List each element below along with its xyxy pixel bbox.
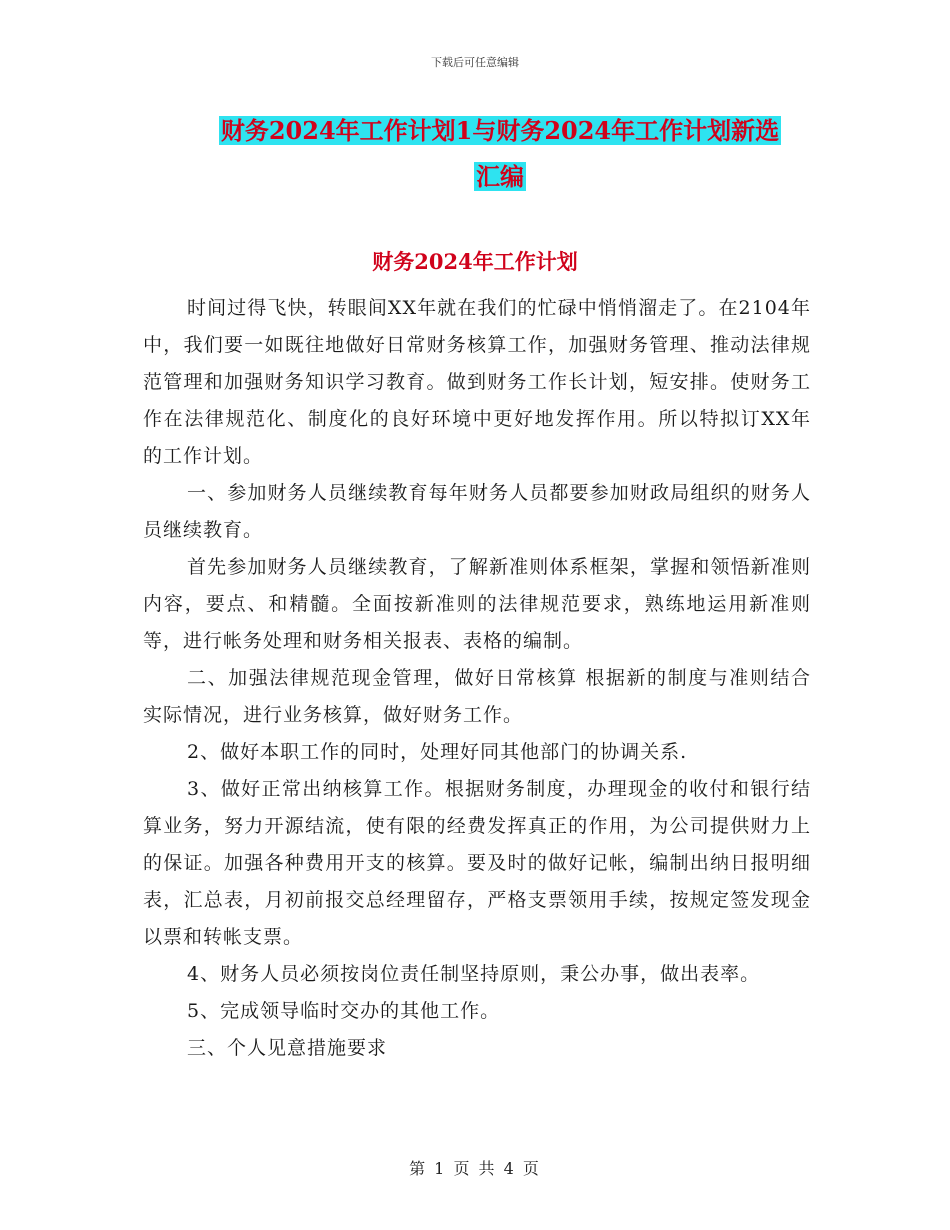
paragraph: 5、完成领导临时交办的其他工作。 <box>187 1000 501 1022</box>
paragraph: 一、参加财务人员继续教育每年财务人员都要参加财政局组织的财务人员继续教育。 <box>143 482 811 541</box>
document-title <box>150 108 850 200</box>
document-title-line-1: 财务2024年工作计划1与财务2024年工作计划新选 <box>220 116 780 145</box>
section-title: 财务2024年工作计划 <box>372 249 578 274</box>
header-note: 下载后可任意编辑 <box>431 56 519 69</box>
document-title-line-2: 汇编 <box>476 162 524 191</box>
paragraph: 4、财务人员必须按岗位责任制坚持原则，秉公办事，做出表率。 <box>187 963 761 985</box>
paragraph: 三、个人见意措施要求 <box>187 1037 388 1059</box>
paragraph: 二、加强法律规范现金管理，做好日常核算 根据新的制度与准则结合实际情况，进行业务核算，做好财务工作。 <box>143 667 811 726</box>
paragraph: 首先参加财务人员继续教育，了解新准则体系框架，掌握和领悟新准则内容，要点、和精髓。全面按新准则的法律规范要求，熟练地运用新准则等，进行帐务处理和财务相关报表、表格的编制。 <box>143 556 811 652</box>
page-footer: 第 1 页 共 4 页 <box>409 1159 541 1178</box>
paragraph: 时间过得飞快，转眼间XX年就在我们的忙碌中悄悄溜走了。在2104年中，我们要一如既往地做好日常财务核算工作，加强财务管理、推动法律规范管理和加强财务知识学习教育。做到财务工作长计划，短安排。使财务工作在法律规范化、制度化的良好环境中更好地发挥作用。所以特拟订XX年的工作计划。 <box>143 297 811 467</box>
body-text <box>143 290 811 1067</box>
paragraph: 2、做好本职工作的同时，处理好同其他部门的协调关系. <box>187 741 688 763</box>
paragraph: 3、做好正常出纳核算工作。根据财务制度，办理现金的收付和银行结算业务，努力开源结流，使有限的经费发挥真正的作用，为公司提供财力上的保证。加强各种费用开支的核算。要及时的做好记帐，编制出纳日报明细表，汇总表，月初前报交总经理留存，严格支票领用手续，按规定签发现金以票和转帐支票。 <box>143 778 811 948</box>
